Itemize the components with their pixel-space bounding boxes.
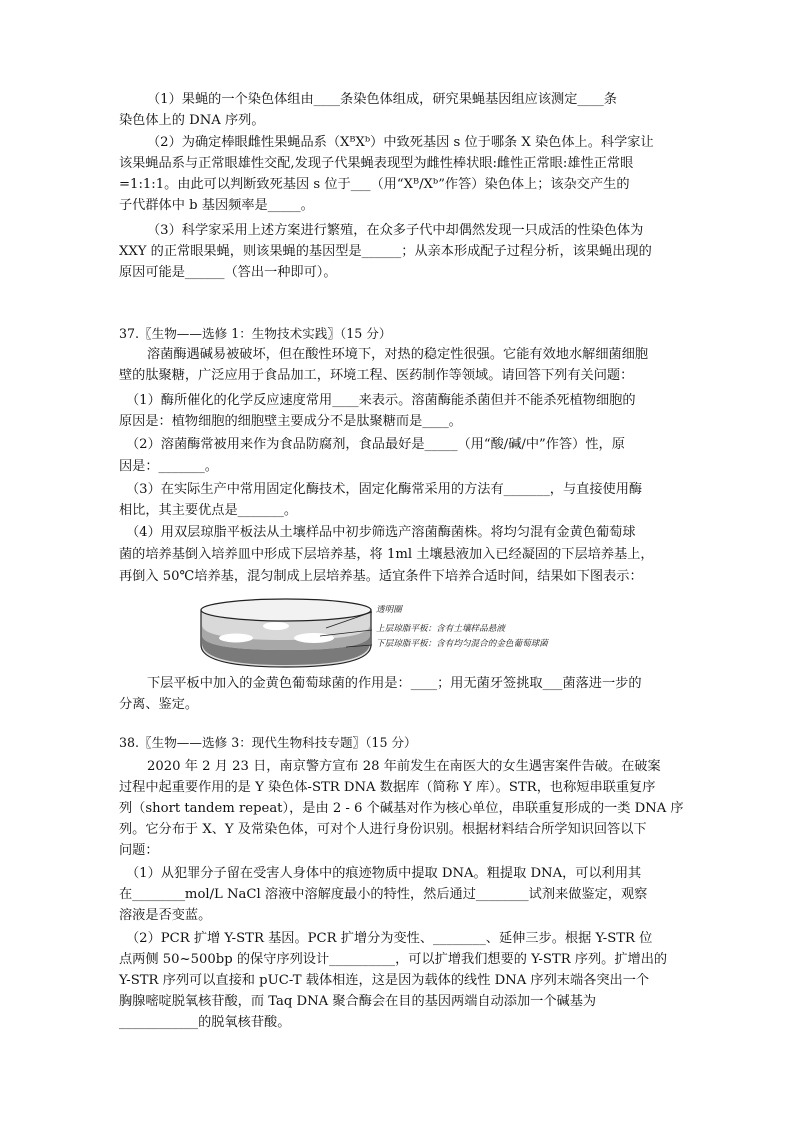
upper-layer-label: 上层琼脂平板：含有土壤样品悬液 [376,624,505,634]
text-line: （3）在实际生产中常用固定化酶技术，固定化酶常采用的方法有_______，与直接使用酶 [126,482,643,497]
text-line: 列。它分布于 X、Y 及常染色体，可对个人进行身份识别。根据材料结合所学知识回答以下 [119,822,647,837]
text-line: 因是：_______。 [119,459,218,474]
text-line: 该果蝇品系与正常眼雄性交配,发现子代果蝇表现型为雌性棒状眼:雌性正常眼:雄性正常眼 [119,156,634,171]
text-line: 列（short tandem repeat），是由 2 - 6 个碱基对作为核心单位，串联重复形成的一类 DNA 序 [119,801,684,816]
text-line: （2）溶菌酶常被用来作为食品防腐剂，食品最好是_____（用“酸/碱/中”作答）性，原 [126,437,625,452]
text-line: XXY 的正常眼果蝇，则该果蝇的基因型是______；从亲本形成配子过程分析，该果蝇出现的 [119,244,652,259]
text-line: 分离、鉴定。 [119,697,199,712]
text-line: 染色体上的 DNA 序列。 [119,113,265,128]
text-line: 点两侧 50~500bp 的保守序列设计__________，可以扩增我们想要的 Y-STR 序列。扩增出的 [119,952,668,967]
text-line: Y-STR 序列可以直接和 pUC-T 载体相连，这是因为载体的线性 DNA 序列末端各突出一个 [119,973,650,988]
text-line: （1）果蝇的一个染色体组由____条染色体组成，研究果蝇基因组应该测定____条 [147,92,617,107]
clear-zone-label: 透明圈 [376,605,402,615]
clear-zone-2 [263,622,289,630]
text-line: ____________的脱氧核苷酸。 [119,1015,291,1030]
clear-zone-3 [294,633,334,643]
text-line: =1:1:1。由此可以判断致死基因 s 位于___（用“Xᴮ/Xᵇ”作答）染色体上；该杂交产生的 [119,177,630,192]
petri-dish-figure [196,595,626,675]
text-line: （2）PCR 扩增 Y-STR 基因。PCR 扩增分为变性、________、延伸三步。根据 Y-STR 位 [126,931,653,946]
text-line: 相比，其主要优点是_______。 [119,503,298,518]
text-line: 溶菌酶遇碱易被破坏，但在酸性环境下，对热的稳定性很强。它能有效地水解细菌细胞 [147,347,649,362]
text-line: 再倒入 50℃培养基，混匀制成上层培养基。适宜条件下培养合适时间，结果如下图表示： [119,569,643,584]
text-line: 原因可能是______（答出一种即可）。 [119,265,337,280]
text-line: （1）酶所催化的化学反应速度常用____来表示。溶菌酶能杀菌但并不能杀死植物细胞的 [126,393,636,408]
text-line: 2020 年 2 月 23 日，南京警方宣布 28 年前发生在南医大的女生遇害案件告破。在破案 [147,759,661,774]
petri-dish-drawing [196,595,626,675]
clear-zone-1 [219,634,253,643]
text-line: （4）用双层琼脂平板法从土壤样品中初步筛选产溶菌酶菌株。将均匀混有金黄色葡萄球 [126,525,636,540]
text-line: 溶液是否变蓝。 [119,908,212,923]
section-heading: 38.〖生物——选修 3：现代生物科技专题〗（15 分） [119,735,417,750]
text-line: （3）科学家采用上述方案进行繁殖，在众多子代中却偶然发现一只成活的性染色体为 [147,223,644,238]
section-heading: 37.〖生物——选修 1：生物技术实践〗（15 分） [119,326,392,341]
text-line: 胸腺嘧啶脱氧核苷酸，而 Taq DNA 聚合酶会在目的基因两端自动添加一个碱基为 [119,994,597,1009]
text-line: 问题： [119,843,159,858]
lower-layer-label: 下层琼脂平板：含有均匀混合的金色葡萄球菌 [376,639,548,649]
text-line: 菌的培养基倒入培养皿中形成下层培养基，将 1ml 土壤悬液加入已经凝固的下层培养基上， [119,547,654,562]
text-line: 子代群体中 b 基因频率是_____。 [119,198,314,213]
text-line: （1）从犯罪分子留在受害人身体中的痕迹物质中提取 DNA。粗提取 DNA，可以利用其 [126,866,642,881]
text-line: 下层平板中加入的金黄色葡萄球菌的作用是：____；用无菌牙签挑取___菌落进一步的 [147,676,642,691]
text-line: （2）为确定棒眼雌性果蝇品系（XᴮXᵇ）中致死基因 s 位于哪条 X 染色体上。科学家让 [147,135,654,150]
text-line: 过程中起重要作用的是 Y 染色体-STR DNA 数据库（简称 Y 库）。STR，也称短串联重复序 [119,780,656,795]
text-line: 原因是：植物细胞的细胞壁主要成分不是肽聚糖而是____。 [119,414,462,429]
text-line: 在________mol/L NaCl 溶液中溶解度最小的特性，然后通过________试剂来做鉴定，观察 [119,887,648,902]
text-line: 壁的肽聚糖，广泛应用于食品加工，环境工程、医药制作等领域。请回答下列有关问题： [119,368,634,383]
